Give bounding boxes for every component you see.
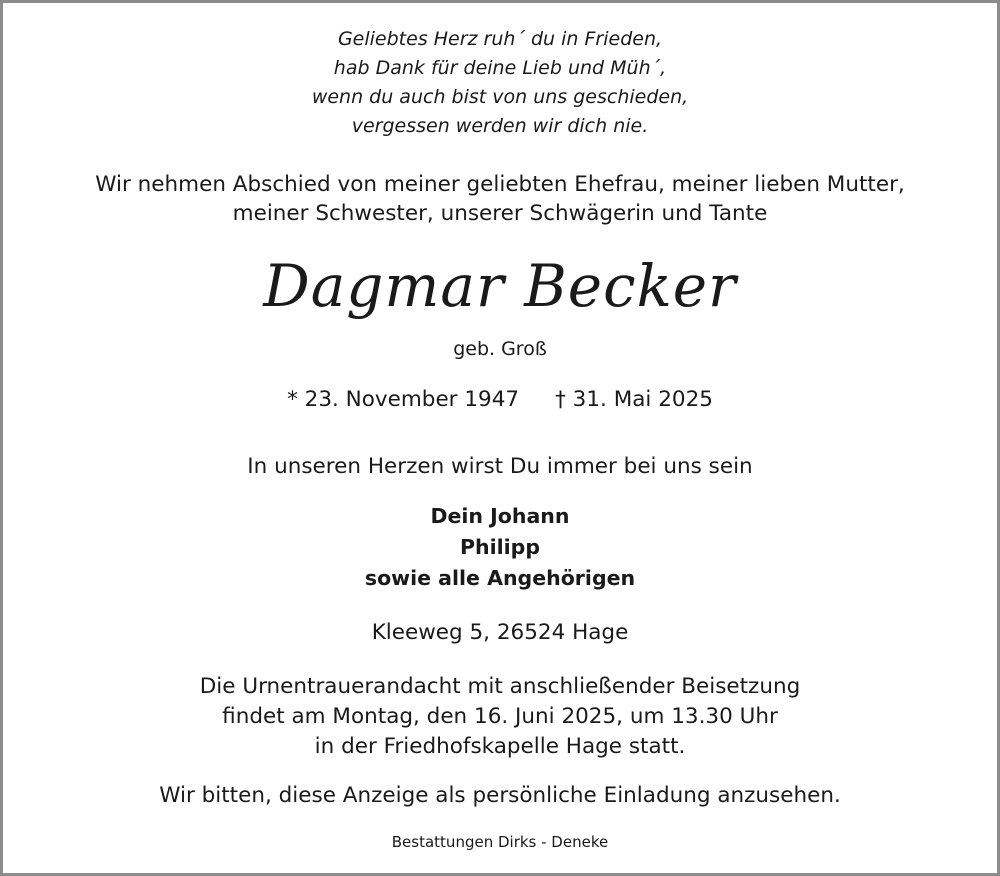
poem-line: Geliebtes Herz ruh´ du in Frieden, xyxy=(337,28,663,50)
poem-line: hab Dank für deine Lieb und Müh´, xyxy=(333,57,667,79)
invitation: Wir bitten, diese Anzeige als persönliche Einladung anzusehen. xyxy=(159,783,841,808)
mourner-name: Philipp xyxy=(459,535,541,559)
service-line: in der Friedhofskapelle Hage statt. xyxy=(314,734,686,759)
service-line: Die Urnentrauerandacht mit anschließender Beisetzung xyxy=(199,674,801,699)
service-line: findet am Montag, den 16. Juni 2025, um 13.30 Uhr xyxy=(222,704,778,729)
birth-date: * 23. November 1947 xyxy=(287,387,520,412)
motto: In unseren Herzen wirst Du immer bei uns sein xyxy=(247,454,753,479)
poem-line: vergessen werden wir dich nie. xyxy=(351,115,649,137)
poem-line: wenn du auch bist von uns geschieden, xyxy=(311,86,689,108)
mourner-name: Dein Johann xyxy=(430,504,570,528)
address: Kleeweg 5, 26524 Hage xyxy=(371,620,629,645)
funeral-home: Bestattungen Dirks - Deneke xyxy=(391,833,609,851)
death-date: † 31. Mai 2025 xyxy=(555,387,713,412)
life-dates xyxy=(0,387,1000,412)
deceased-name: Dagmar Becker xyxy=(263,252,737,320)
maiden-name: geb. Groß xyxy=(453,338,547,360)
intro-line: meiner Schwester, unserer Schwägerin und Tante xyxy=(232,201,768,226)
intro-line: Wir nehmen Abschied von meiner geliebten Ehefrau, meiner lieben Mutter, xyxy=(95,172,905,197)
mourner-name: sowie alle Angehörigen xyxy=(364,566,636,590)
